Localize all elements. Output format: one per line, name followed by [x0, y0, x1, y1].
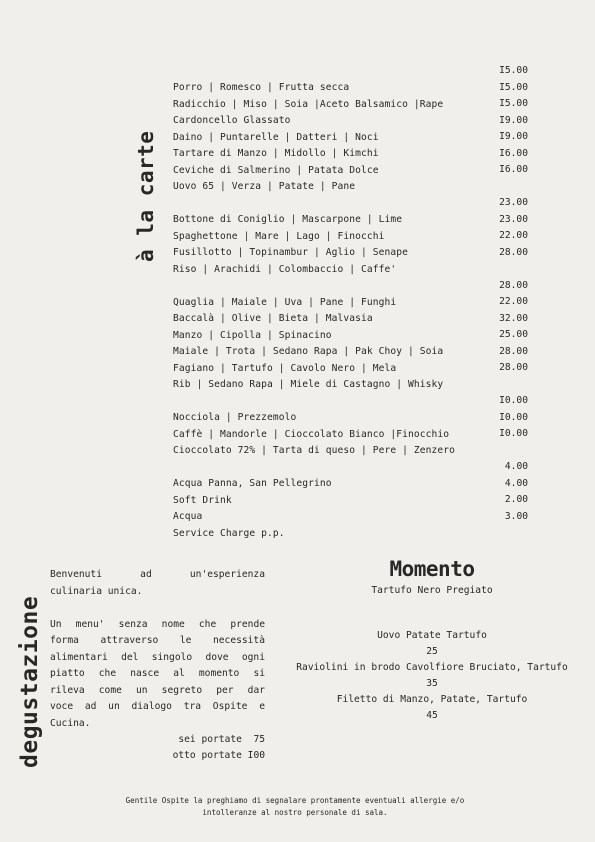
- menu-spacer: [478, 261, 528, 278]
- menu-item-price: I5.00: [499, 98, 528, 109]
- menu-item-name: Nocciola | Prezzemolo: [173, 412, 297, 423]
- menu-item-price: 4.00: [504, 461, 528, 472]
- menu-item-name: Rib | Sedano Rapa | Miele di Castagno | Whisky: [173, 379, 444, 390]
- menu-item-price: 25.00: [499, 329, 528, 340]
- menu-spacer: [478, 443, 528, 460]
- footer-line: intolleranze al nostro personale di sala.: [202, 808, 388, 817]
- momento-subtitle: Tartufo Nero Pregiato: [371, 585, 493, 596]
- intro-body-line: rileva come un segreto per dar: [50, 684, 265, 696]
- menu-item-name: Baccalà | Olive | Bieta | Malvasia: [173, 313, 373, 324]
- menu-item-price: 4.00: [504, 477, 528, 489]
- portate-otto: otto portate I00: [172, 750, 265, 761]
- menu-spacer: [173, 394, 473, 411]
- menu-items-column: [173, 80, 473, 542]
- intro-body-line: Un menu' senza nome che prende: [50, 618, 265, 630]
- menu-item-price: 22.00: [499, 230, 528, 241]
- menu-item-name: Caffè | Mandorle | Cioccolato Bianco |Finocchio: [173, 428, 450, 440]
- intro-body-line: forma attraverso le necessità: [50, 635, 265, 646]
- footer-line: Gentile Ospite la preghiamo di segnalare prontamente eventuali allergie e/o: [125, 796, 465, 805]
- menu-item-price: 23.00: [499, 213, 528, 225]
- menu-spacer: [478, 377, 528, 394]
- menu-item-price: 28.00: [499, 279, 528, 291]
- momento-dish-name: Filetto di Manzo, Patate, Tartufo: [336, 694, 528, 705]
- menu-item-price: 28.00: [499, 246, 528, 258]
- menu-item-price: 23.00: [499, 197, 528, 208]
- momento-dish-price: 45: [426, 710, 438, 721]
- menu-spacer: [478, 179, 528, 196]
- menu-item-name: Tartare di Manzo | Midollo | Kimchi: [173, 148, 379, 159]
- menu-item-price: I9.00: [499, 131, 528, 142]
- momento-dish-name: Uovo Patate Tartufo: [377, 630, 487, 641]
- menu-item-name: Acqua Panna, San Pellegrino: [173, 478, 332, 489]
- menu-prices-column: [478, 63, 528, 525]
- intro-body-line: voce ad un dialogo tra Ospite e: [50, 701, 265, 712]
- menu-item-name: Bottone di Coniglio | Mascarpone | Lime: [173, 214, 403, 225]
- menu-spacer: [173, 196, 473, 213]
- menu-item-name: Riso | Arachidi | Colombaccio | Caffe': [173, 263, 397, 275]
- menu-item-name: Maiale | Trota | Sedano Rapa | Pak Choy | Soia: [173, 346, 444, 357]
- menu-item-price: 28.00: [499, 345, 528, 357]
- menu-item-price: I5.00: [499, 81, 528, 93]
- menu-item-price: 32.00: [499, 312, 528, 324]
- menu-item-name: Uovo 65 | Verza | Patate | Pane: [173, 181, 356, 192]
- intro-body-line: Cucina.: [50, 717, 91, 729]
- intro-line: culinaria unica.: [50, 585, 143, 597]
- momento-title: Momento: [389, 557, 475, 581]
- menu-item-name: Cioccolato 72% | Tarta di queso | Pere | Zenzero: [173, 445, 456, 456]
- portate-sei: sei portate 75: [178, 734, 265, 745]
- momento-dish-price: 25: [426, 646, 438, 657]
- menu-item-price: I0.00: [499, 395, 528, 406]
- momento-dish-name: Raviolini in brodo Cavolfiore Bruciato, Tartufo: [296, 662, 568, 673]
- menu-item-name: Soft Drink: [173, 494, 232, 506]
- menu-item-name: Radicchio | Miso | Soia |Aceto Balsamico |Rape: [173, 98, 444, 110]
- portate-prices: [50, 732, 265, 764]
- menu-item-price: 3.00: [504, 510, 528, 522]
- menu-item-price: I6.00: [499, 164, 528, 175]
- menu-item-name: Fusillotto | Topinambur | Aglio | Senape: [173, 247, 409, 258]
- menu-item-name: Quaglia | Maiale | Uva | Pane | Funghi: [173, 296, 397, 308]
- intro-line: Benvenuti ad un'esperienza: [50, 569, 265, 580]
- menu-item-name: Daino | Puntarelle | Datteri | Noci: [173, 131, 379, 143]
- a-la-carte-title: à la carte: [134, 130, 158, 262]
- menu-item-price: I0.00: [499, 411, 528, 423]
- momento-section: [275, 555, 589, 724]
- degustazione-title: degustazione: [17, 595, 43, 768]
- allergy-notice: [60, 795, 530, 819]
- menu-item-name: Fagiano | Tartufo | Cavolo Nero | Mela: [173, 362, 397, 374]
- menu-item-price: I0.00: [499, 428, 528, 439]
- menu-item-price: 28.00: [499, 362, 528, 373]
- menu-item-name: Porro | Romesco | Frutta secca: [173, 82, 350, 93]
- momento-dish-price: 35: [426, 678, 438, 689]
- menu-item-price: I6.00: [499, 147, 528, 159]
- menu-item-price: 2.00: [504, 494, 528, 505]
- menu-spacer: [173, 278, 473, 295]
- menu-item-name: Acqua: [173, 511, 203, 522]
- menu-item-name: Manzo | Cipolla | Spinacino: [173, 329, 332, 341]
- menu-item-price: I9.00: [499, 114, 528, 126]
- menu-item-name: Cardoncello Glassato: [173, 115, 291, 126]
- menu-item-name: Service Charge p.p.: [173, 527, 285, 539]
- degustazione-intro: [50, 567, 265, 764]
- intro-body-line: alimentari del singolo dove ogni: [50, 651, 265, 663]
- menu-item-price: 22.00: [499, 296, 528, 307]
- intro-body-line: piatto che nasce al momento si: [50, 668, 265, 679]
- menu-item-price: I5.00: [499, 65, 528, 76]
- menu-item-name: Ceviche di Salmerino | Patata Dolce: [173, 164, 379, 176]
- menu-spacer: [173, 460, 473, 477]
- menu-item-name: Spaghettone | Mare | Lago | Finocchi: [173, 230, 385, 242]
